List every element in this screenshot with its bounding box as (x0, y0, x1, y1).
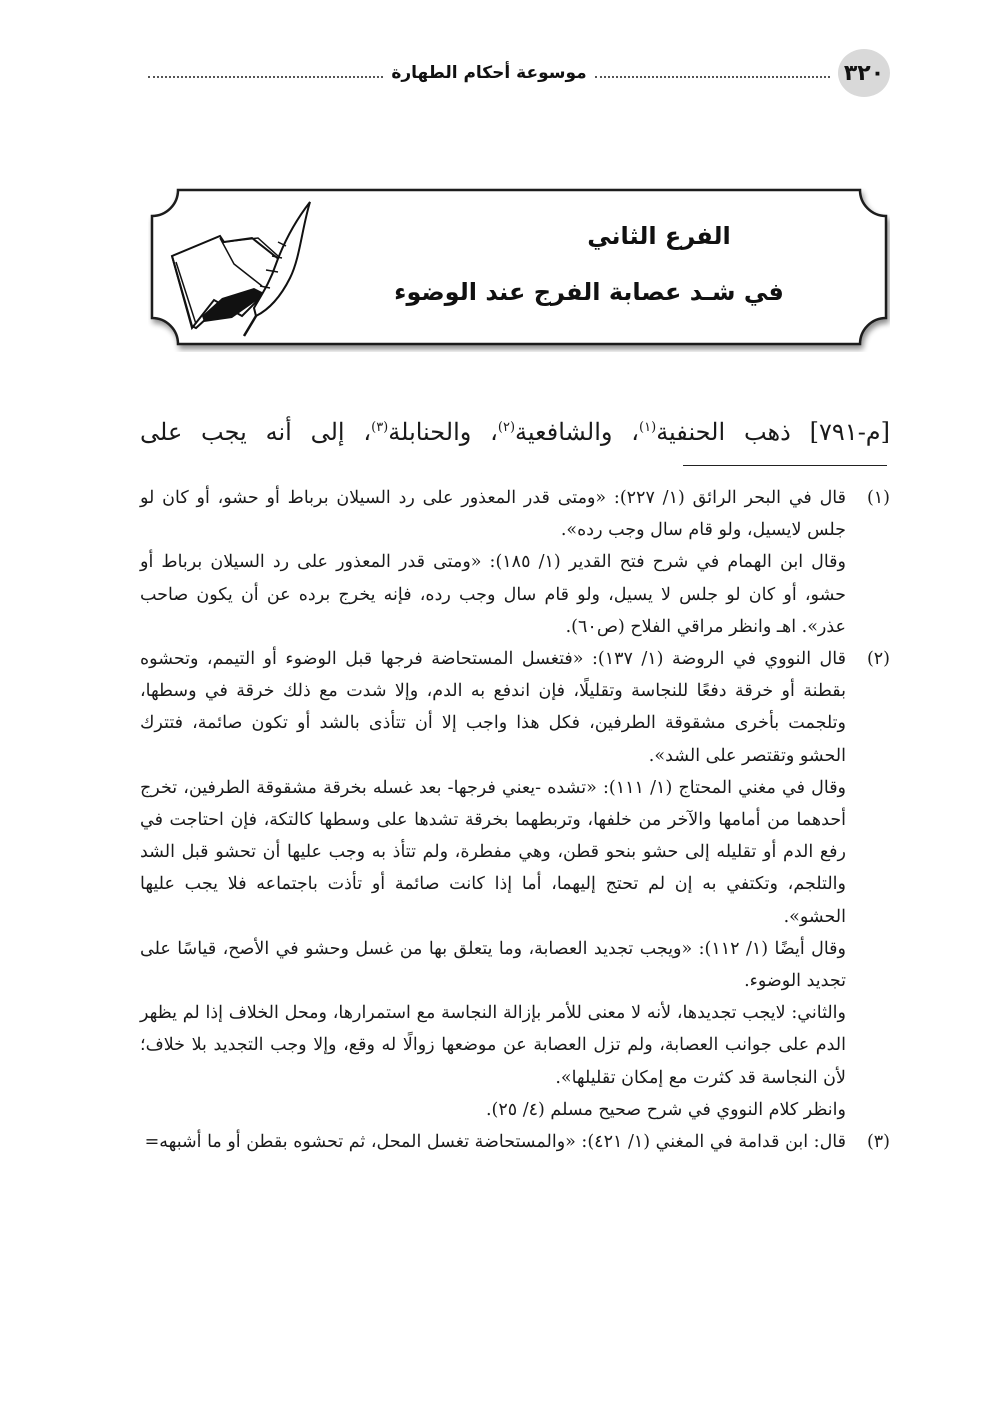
footnote-number: (٢) (866, 649, 890, 670)
header-dotted-leader-left (148, 76, 383, 78)
main-paragraph (140, 408, 890, 452)
section-subtitle: في شـد عصابة الفرج عند الوضوء (394, 278, 784, 306)
running-header (140, 50, 890, 96)
main-text-prefix: [م-٧٩١] ذهب الحنفية (656, 418, 891, 446)
footnote-ref-1[interactable]: (١) (639, 420, 657, 435)
footnote-ref-3[interactable]: (٣) (371, 420, 389, 435)
footnote-paragraph: قال: ابن قدامة في المغني (١/ ٤٢١): «والمستحاضة تغسل المحل، ثم تحشوه بقطن أو ما أشبهه= (144, 1132, 846, 1153)
main-text-part4: ، إلى أنه يجب على (140, 418, 372, 446)
header-dotted-leader-right (595, 76, 830, 78)
footnote-paragraph: قال النووي في الروضة (١/ ١٣٧): «فتغسل المستحاضة فرجها قبل الوضوء أو التيمم، وتحشوه بقطنة أو خرقة دفعًا للنجاسة وتقليلًا، فإن اندفع به الدم، وإلا شدت مع ذلك خرقة في وسطها، وتلجمت بأخرى مشقوقة الطرفين، فكل هذا واجب إلا أن تتأذى بالشد أو تكون صائمة، فتترك الحشو وتقتصر على الشد». (140, 649, 846, 766)
book-title: موسوعة أحكام الطهارة (391, 63, 587, 83)
footnote-paragraph: وانظر كلام النووي في شرح صحيح مسلم (٤/ ٢٥). (485, 1099, 846, 1120)
footnote-paragraph: وقال أيضًا (١/ ١١٢): «ويجب تجديد العصابة، وما يتعلق بها من غسل وحشو في الأصح، قياسًا على تجديد الوضوء. (140, 938, 846, 992)
main-text-part3: ، والحنابلة (388, 418, 498, 446)
footnote-2 (140, 643, 890, 1126)
footnote-3 (140, 1126, 890, 1158)
main-text-part2: ، والشافعية (515, 418, 640, 446)
footnote-separator (683, 465, 887, 466)
footnote-1 (140, 482, 890, 643)
footnote-paragraph: قال في البحر الرائق (١/ ٢٢٧): «ومتى قدر المعذور على رد السيلان برباط أو حشو، أو كان لو جلس لايسيل، ولو قام سال وجب رده». (140, 488, 847, 541)
section-title: الفرع الثاني (587, 222, 731, 250)
footnote-ref-2[interactable]: (٢) (497, 420, 516, 435)
page-number: ٣٢٠ (838, 49, 890, 97)
section-heading-frame (148, 186, 890, 352)
footnote-number: (٣) (866, 1132, 890, 1153)
footnotes (140, 482, 890, 1158)
book-quill-icon (162, 198, 312, 338)
footnote-number: (١) (866, 488, 890, 508)
footnote-paragraph: وقال في مغني المحتاج (١/ ١١١): «تشده -يعني فرجها- بعد غسله بخرقة مشقوقة الطرفين، تخرج أحدهما من أمامها والآخر من خلفها، وتربطهما بخرقة تشدها على وسطها كالتكة، فإن احتاجت في رفع الدم أو تقليله إلى حشو بنحو قطن، وهي مفطرة، ولم تتأذ به وجب عليها أن تحشو قبل الشد والتلجم، وتكتفي به إن لم تحتج إليهما، أما إذا كانت صائمة أو تأذت باجتماعه فلا يجب عليها الحشو». (140, 777, 847, 927)
footnote-paragraph: والثاني: لايجب تجديدها، لأنه لا معنى للأمر بإزالة النجاسة مع استمرارها، ومحل الخلاف إذا لم يظهر الدم على جوانب العصابة، ولم تزل العصابة عن موضعها زوالًا له وقع، وإلا وجب التجديد بلا خلاف؛ لأن النجاسة قد كثرت مع إمكان تقليلها». (140, 1003, 846, 1088)
footnote-paragraph: وقال ابن الهمام في شرح فتح القدير (١/ ١٨٥): «ومتى قدر المعذور على رد السيلان برباط أو حشو، أو كان لو جلس لا يسيل، ولو قام سال وجب رده، فإنه يخرج برده عن أن يكون صاحب عذر». اهـ وانظر مراقي الفلاح (ص٦٠). (140, 552, 846, 637)
